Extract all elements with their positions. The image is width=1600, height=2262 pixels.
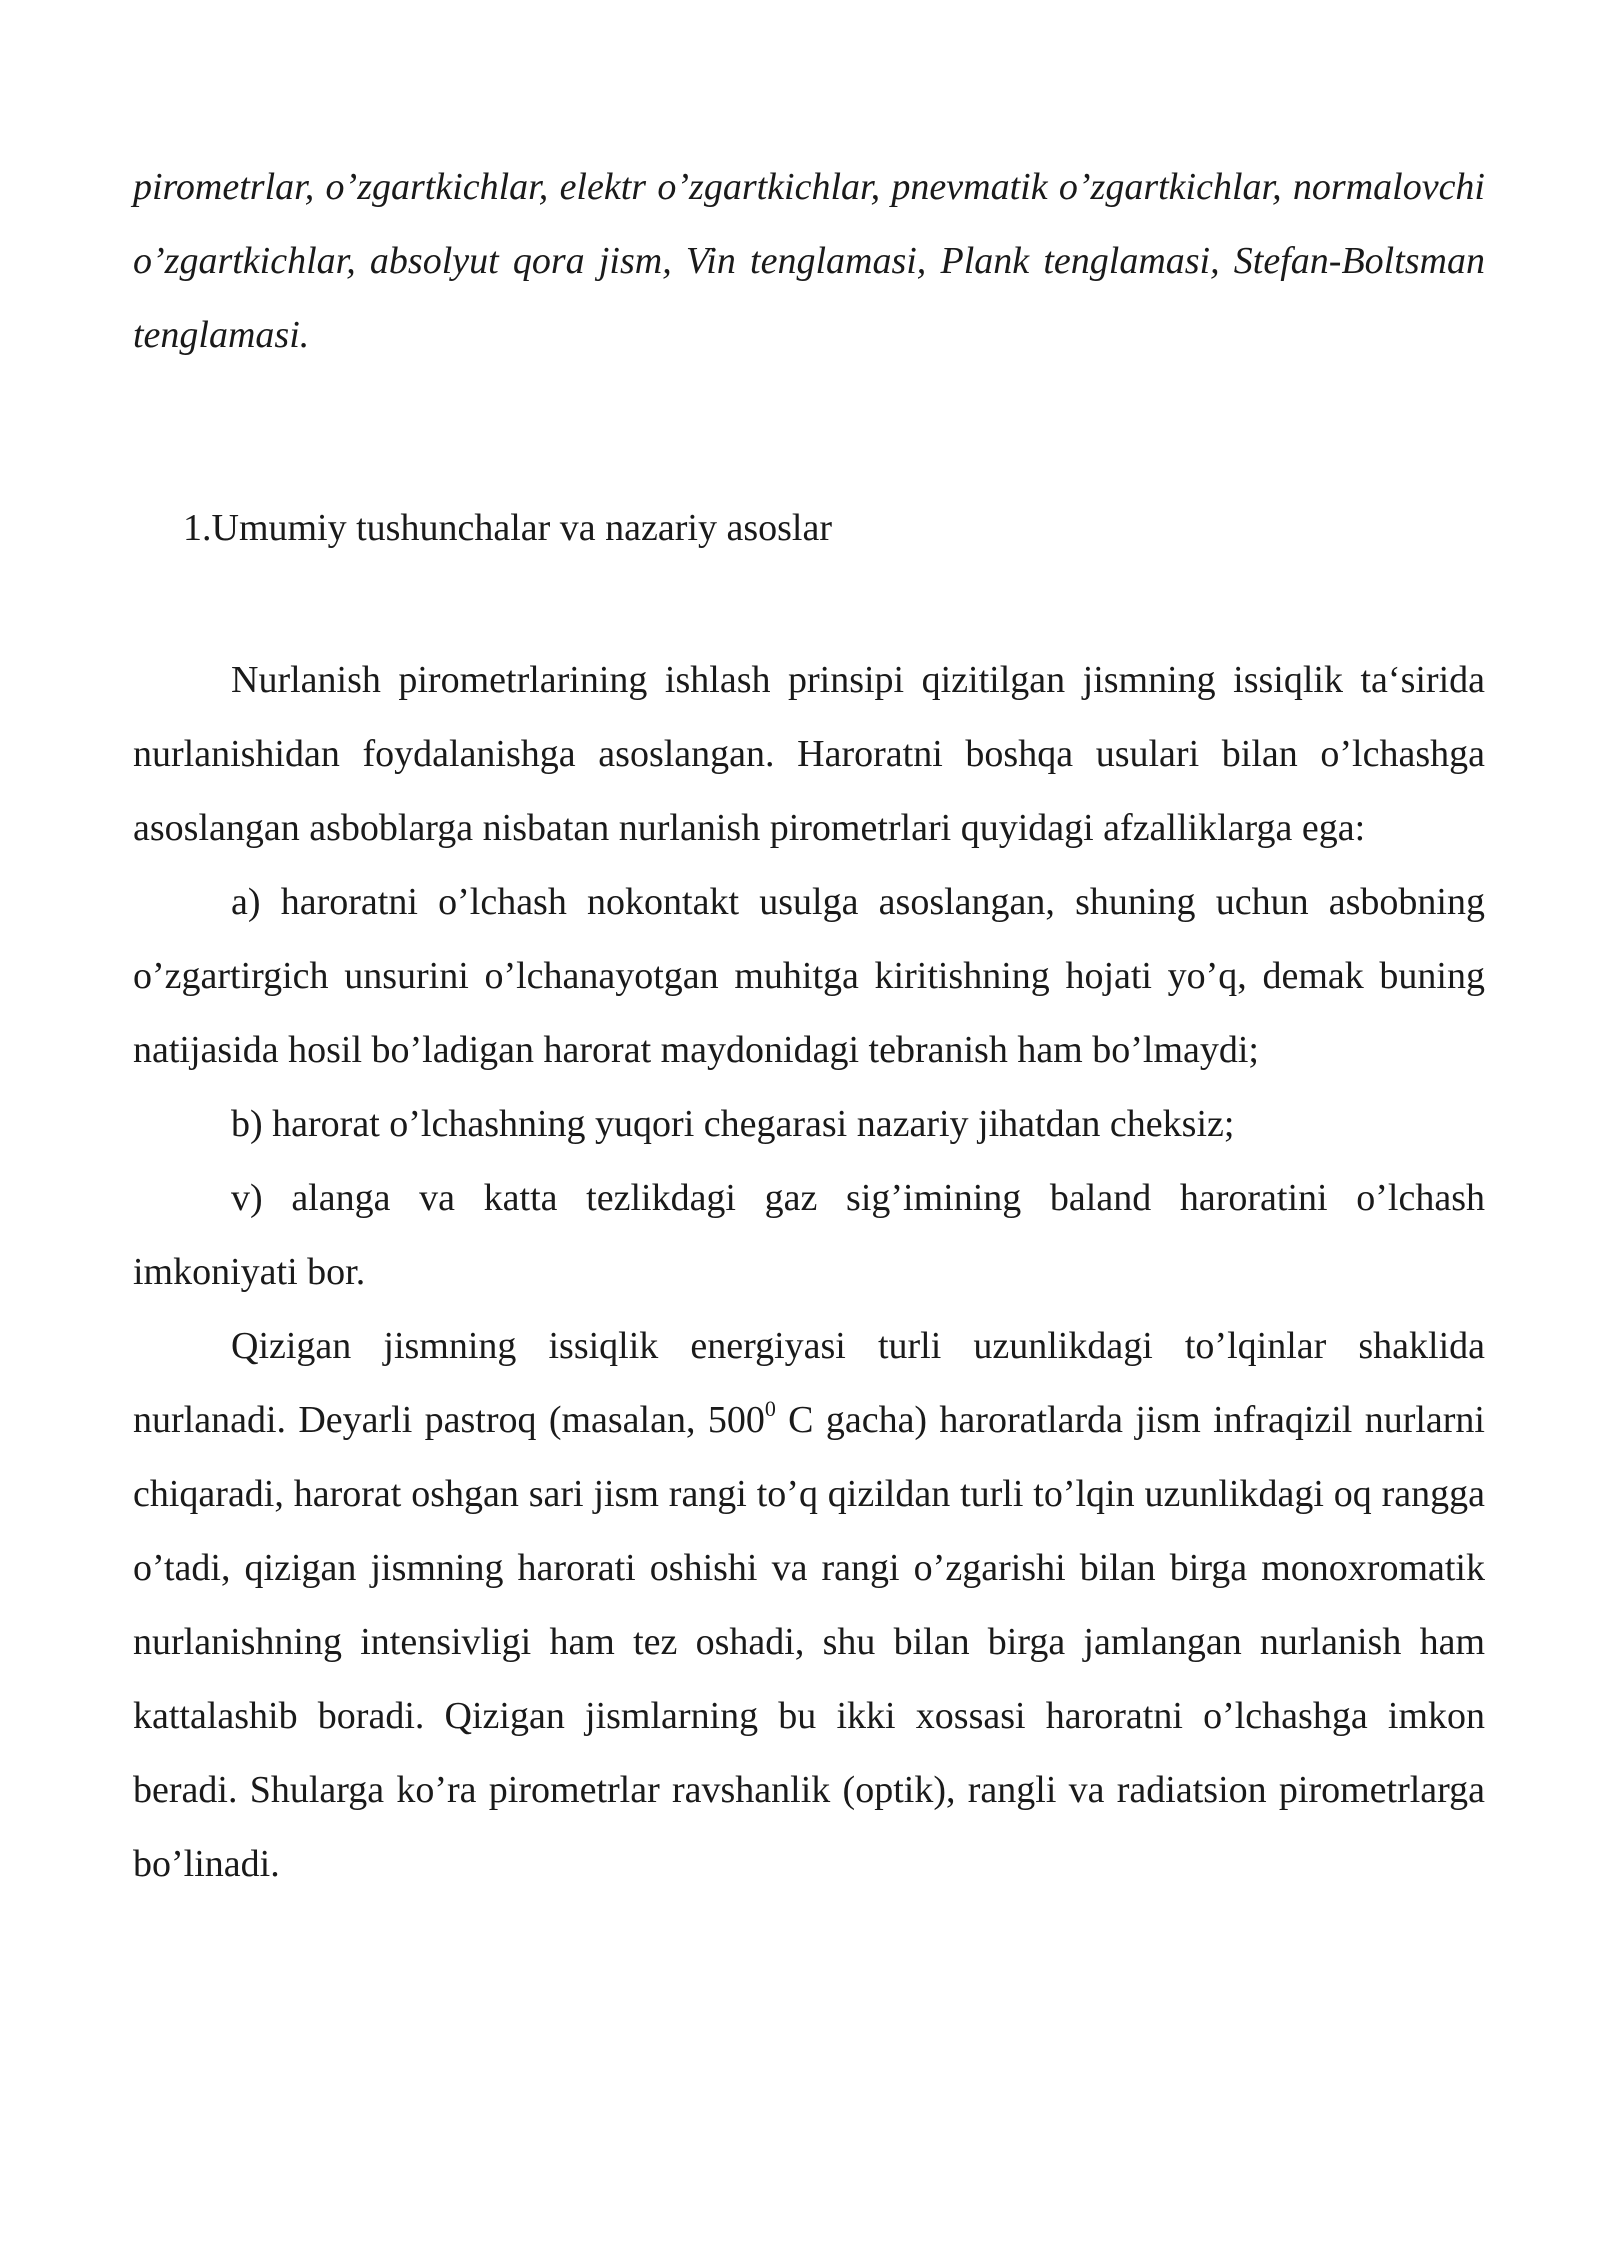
paragraph-advantage-b: b) harorat o’lchashning yuqori chegarasi nazariy jihatdan cheksiz;	[231, 1103, 1235, 1145]
paragraph-radiation-end: C gacha) haroratlarda jism infraqizil nurlarni chiqaradi, harorat oshgan sari jism rangi to’q qizildan turli to’lqin uzunlikdagi oq rangga o’tadi, qizigan jismning harorati oshishi va rangi o’zgarishi bilan birga monoxromatik nurlanishning intensivligi ham tez oshadi, shu bilan birga jamlangan nurlanish ham kattalashib boradi. Qizigan jismlarning bu ikki xossasi haroratni o’lchashga imkon beradi. Shularga ko’ra pirometrlar ravshanlik (optik), rangli va radiatsion pirometrlarga bo’linadi.	[133, 1399, 1485, 1885]
paragraph-radiation-start: Qizigan jismning issiqlik energiyasi turli uzunlikdagi to’lqinlar shaklida nurlanadi. Deyarli pastroq (masalan, 500	[133, 1325, 1485, 1441]
degree-superscript: 0	[764, 1396, 776, 1421]
paragraph-radiation	[133, 1309, 1485, 1901]
keywords-list: pirometrlar, o’zgartkichlar, elektr o’zgartkichlar, pnevmatik o’zgartkichlar, normalovchi o’zgartkichlar, absolyut qora jism, Vin tenglamasi, Plank tenglamasi, Stefan-Boltsman tenglamasi.	[133, 166, 1485, 356]
body-text	[133, 643, 1485, 1901]
section-heading: 1.Umumiy tushunchalar va nazariy asoslar	[183, 507, 832, 549]
paragraph-intro: Nurlanish pirometrlarining ishlash prinsipi qizitilgan jismning issiqlik ta‘sirida nurlanishidan foydalanishga asoslangan. Haroratni boshqa usulari bilan o’lchashga asoslangan asboblarga nisbatan nurlanish pirometrlari quyidagi afzalliklarga ega:	[133, 659, 1485, 849]
paragraph-advantage-a: a) haroratni o’lchash nokontakt usulga asoslangan, shuning uchun asbobning o’zgartirgich unsurini o’lchanayotgan muhitga kiritishning hojati yo’q, demak buning natijasida hosil bo’ladigan harorat maydonidagi tebranish ham bo’lmaydi;	[133, 881, 1485, 1071]
paragraph-advantage-v: v) alanga va katta tezlikdagi gaz sig’imining baland haroratini o’lchash imkoniyati bor.	[133, 1177, 1485, 1293]
